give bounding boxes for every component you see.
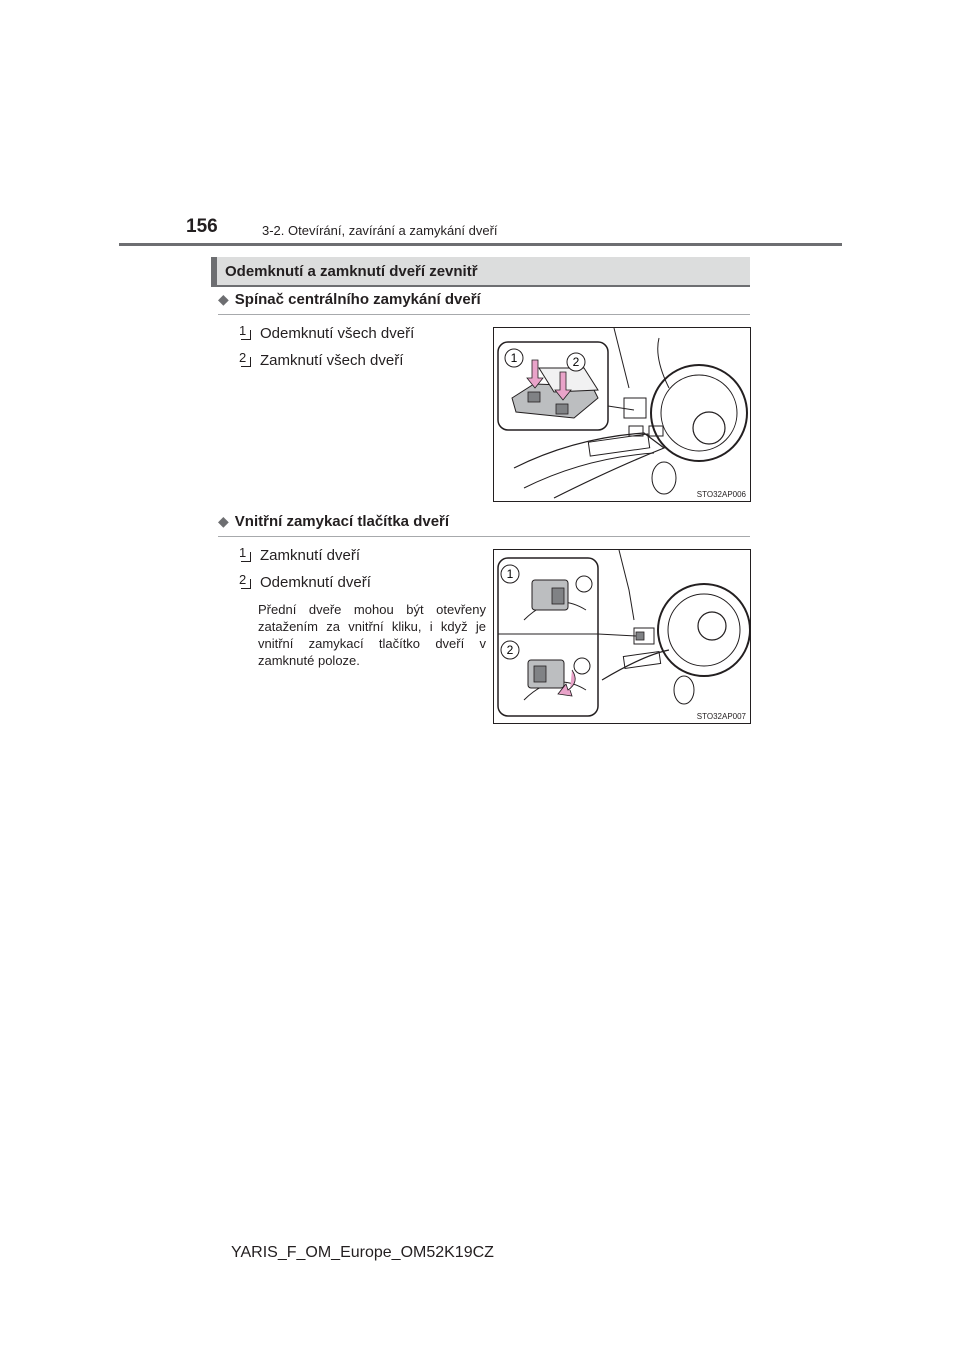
subsection-heading-lock-buttons — [218, 514, 449, 529]
subsection-rule — [218, 536, 750, 537]
page-number: 156 — [186, 216, 218, 237]
figure-code: STO32AP006 — [696, 490, 746, 499]
document-footer: YARIS_F_OM_Europe_OM52K19CZ — [231, 1244, 494, 1261]
list-item — [237, 573, 371, 590]
list-item — [237, 351, 403, 368]
callout-label: 1 — [510, 351, 518, 365]
callout-label: 2 — [572, 355, 580, 369]
title-accent — [211, 257, 217, 285]
subsection-rule — [218, 314, 750, 315]
list-item-text: Zamknutí dveří — [260, 547, 361, 564]
step-number-marker: 2 — [237, 351, 251, 367]
callout-label: 1 — [506, 567, 514, 581]
list-item-text: Zamknutí všech dveří — [260, 352, 404, 369]
figure-central-lock-switch — [493, 327, 751, 502]
diamond-bullet-icon: ◆ — [218, 291, 229, 307]
subsection-heading-text: Vnitřní zamykací tlačítka dveří — [234, 513, 450, 530]
figure-code: STO32AP007 — [696, 712, 746, 721]
step-number-marker: 1 — [237, 546, 251, 562]
list-item-text: Odemknutí dveří — [260, 574, 371, 591]
topic-title-bar — [211, 257, 750, 287]
lock-buttons-illustration — [494, 550, 750, 723]
figure-inside-lock-buttons — [493, 549, 751, 724]
list-item — [237, 324, 414, 341]
diamond-bullet-icon: ◆ — [218, 513, 229, 529]
header-rule — [119, 243, 842, 246]
step-number-marker: 2 — [237, 573, 251, 589]
subsection-heading-text: Spínač centrálního zamykání dveří — [234, 291, 481, 308]
central-lock-illustration — [494, 328, 750, 501]
callout-label: 2 — [506, 643, 514, 657]
subsection-heading-central-locking — [218, 292, 481, 307]
topic-title: Odemknutí a zamknutí dveří zevnitř — [225, 263, 478, 280]
note-text: Přední dveře mohou být otevřeny zatažením za vnitřní kliku, i když je vnitřní zamykací tlačítko dveří v zamknuté poloze. — [258, 602, 486, 668]
list-item-text: Odemknutí všech dveří — [260, 325, 415, 342]
list-item — [237, 546, 360, 563]
step-number-marker: 1 — [237, 324, 251, 340]
section-header: 3-2. Otevírání, zavírání a zamykání dveří — [262, 223, 498, 238]
